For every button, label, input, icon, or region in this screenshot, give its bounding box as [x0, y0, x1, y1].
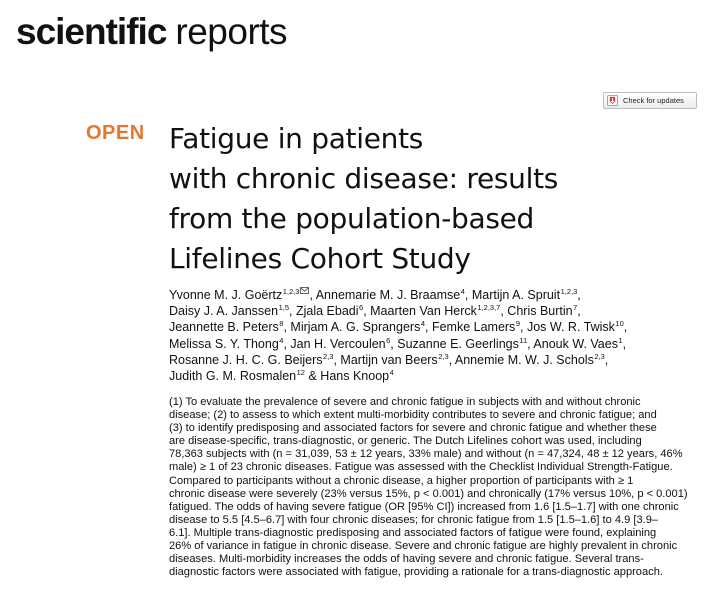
abstract-line: diagnostic factors were associated with fatigue, providing a rationale for a trans-diagnostic approach.	[169, 566, 663, 579]
affiliation-sup: 2,3	[323, 351, 334, 361]
affiliation-sup: 4	[389, 368, 394, 378]
open-access-label: OPEN	[86, 122, 145, 144]
author-name[interactable]: Chris Burtin	[507, 304, 573, 319]
author-name[interactable]: Suzanne E. Geerlings	[397, 336, 519, 351]
affiliation-sup: 1,2,3	[560, 287, 578, 296]
author-name[interactable]: Daisy J. A. Janssen	[169, 304, 279, 319]
author-name[interactable]: Hans Knoop	[320, 369, 390, 384]
author-name[interactable]: Jos W. R. Twisk	[526, 320, 615, 335]
affiliation-sup: 9	[515, 319, 520, 329]
affiliation-sup: 10	[615, 319, 624, 329]
author-name[interactable]: Anouk W. Vaes	[533, 336, 618, 351]
abstract-line: Compared to participants without a chronic disease, a higher proportion of participants with ≥ 1	[169, 474, 634, 487]
affiliation-sup: 7	[573, 303, 578, 313]
affiliation-sup: 4	[279, 335, 284, 345]
author-name[interactable]: Rosanne J. H. C. G. Beijers	[169, 352, 323, 367]
abstract-line: male) ≥ 1 of 23 chronic diseases. Fatigue was assessed with the Checklist Individual Strength-Fatigue.	[169, 461, 673, 474]
affiliation-sup: 6	[359, 303, 364, 313]
author-line: Daisy J. A. Janssen$^{1,5}$, Zjala Ebadi$^6$, Maarten Van Herck$^{1,2,3,7}$, Chris Burtin$^7$,	[169, 303, 581, 319]
author-name[interactable]: Yvonne M. J. Goërtz	[169, 288, 283, 302]
title-line: Fatigue in patients	[169, 122, 424, 155]
author-name[interactable]: Jan H. Vercoulen	[290, 336, 386, 351]
abstract-line: are disease-specific, trans-diagnostic, or generic. The Dutch Lifelines cohort was used, including	[169, 435, 642, 448]
affiliation-sup: 2,3	[438, 351, 449, 361]
abstract-line: fatigued. The odds of having severe fatigue (OR [95% CI]) increased from 1.6 [1.5–1.7] with one chronic	[169, 500, 679, 513]
author-name[interactable]: Melissa S. Y. Thong	[169, 336, 279, 351]
journal-name-light: reports	[175, 11, 288, 52]
affiliation-sup: 1,2,3	[282, 287, 300, 296]
author-name[interactable]: Annemarie M. J. Braamse	[315, 288, 461, 302]
author-line: Rosanne J. H. C. G. Beijers$^{2,3}$, Martijn van Beers$^{2,3}$, Annemie M. W. J. Schols$^{2,3}$,	[169, 351, 609, 367]
article-title	[169, 119, 689, 279]
title-line: with chronic disease: results	[169, 162, 559, 195]
author-connector: &	[308, 369, 317, 384]
affiliation-sup: 1	[618, 335, 623, 345]
author-list	[169, 287, 689, 384]
author-name[interactable]: Judith G. M. Rosmalen	[169, 369, 297, 384]
author-name[interactable]: Femke Lamers	[431, 320, 516, 335]
abstract-line: 26% of variance in fatigue in chronic disease. Severe and chronic fatigue are highly prevalent in chronic	[169, 540, 678, 553]
affiliation-sup: 8	[279, 319, 284, 329]
abstract-line: chronic disease were severely (23% versus 15%, p < 0.001) and chronically (17% versus 10%, p < 0.001)	[169, 487, 688, 500]
abstract-line: diseases. Multi-morbidity increases the odds of having severe and chronic fatigue. Several trans-	[169, 553, 644, 566]
author-name[interactable]: Mirjam A. G. Sprangers	[290, 320, 421, 335]
author-name[interactable]: Zjala Ebadi	[295, 304, 359, 319]
author-name[interactable]: Jeannette B. Peters	[169, 320, 279, 335]
author-line	[169, 368, 689, 384]
author-line: Jeannette B. Peters$^8$, Mirjam A. G. Sprangers$^4$, Femke Lamers$^9$, Jos W. R. Twisk$^{10}$,	[169, 319, 628, 335]
affiliation-sup: 12	[296, 368, 305, 378]
check-for-updates-button[interactable]	[603, 92, 697, 109]
abstract-line: disease to 5.5 [4.5–6.7] with four chronic diseases; for chronic fatigue from 1.5 [1.5–1.6] to 4.9 [3.9–	[169, 513, 659, 526]
abstract-line: 6.1]. Multiple trans-diagnostic predisposing and associated factors of fatigue were found, explaining	[169, 526, 657, 539]
abstract-line: (1) To evaluate the prevalence of severe and chronic fatigue in subjects with and without chronic	[169, 396, 641, 408]
check-for-updates-label: Check for updates	[623, 96, 684, 105]
author-line: Yvonne M. J. Goërtz$^{1,2,3}$ , Annemarie M. J. Braamse$^4$, Martijn A. Spruit$^{1,2,3}$,	[169, 287, 581, 302]
author-name[interactable]: Annemie M. W. J. Schols	[454, 352, 594, 367]
affiliation-sup: 2,3	[594, 351, 605, 361]
check-for-updates-icon	[607, 95, 618, 106]
affiliation-sup: 4	[460, 287, 465, 296]
abstract-line: (3) to identify predisposing and associated factors for severe and chronic fatigue and whether these	[169, 422, 657, 435]
author-name[interactable]: Maarten Van Herck	[370, 304, 477, 319]
affiliation-sup: 11	[519, 335, 528, 345]
author-name[interactable]: Martijn A. Spruit	[471, 288, 561, 302]
author-line: Melissa S. Y. Thong$^4$, Jan H. Vercoulen$^6$, Suzanne E. Geerlings$^{11}$, Anouk W. Vaes$^1$,	[169, 335, 627, 351]
abstract-line: 78,363 subjects with (n = 31,039, 53 ± 12 years, 33% male) and without (n = 47,324, 48 ± 12 years, 46%	[169, 448, 683, 461]
journal-name-bold: scientific	[16, 11, 167, 52]
abstract	[169, 396, 705, 579]
affiliation-sup: 6	[386, 335, 391, 345]
title-line: Lifelines Cohort Study	[169, 242, 471, 275]
title-line: from the population-based	[169, 202, 535, 235]
affiliation-sup: 1,5	[278, 303, 290, 313]
abstract-line: disease; (2) to assess to which extent multi-morbidity contributes to severe and chronic fatigue; and	[169, 409, 657, 422]
envelope-icon[interactable]	[300, 287, 309, 294]
author-name[interactable]: Martijn van Beers	[340, 352, 438, 367]
affiliation-sup: 1,2,3,7	[477, 303, 501, 313]
affiliation-sup: 4	[420, 319, 425, 329]
journal-masthead	[16, 13, 287, 50]
